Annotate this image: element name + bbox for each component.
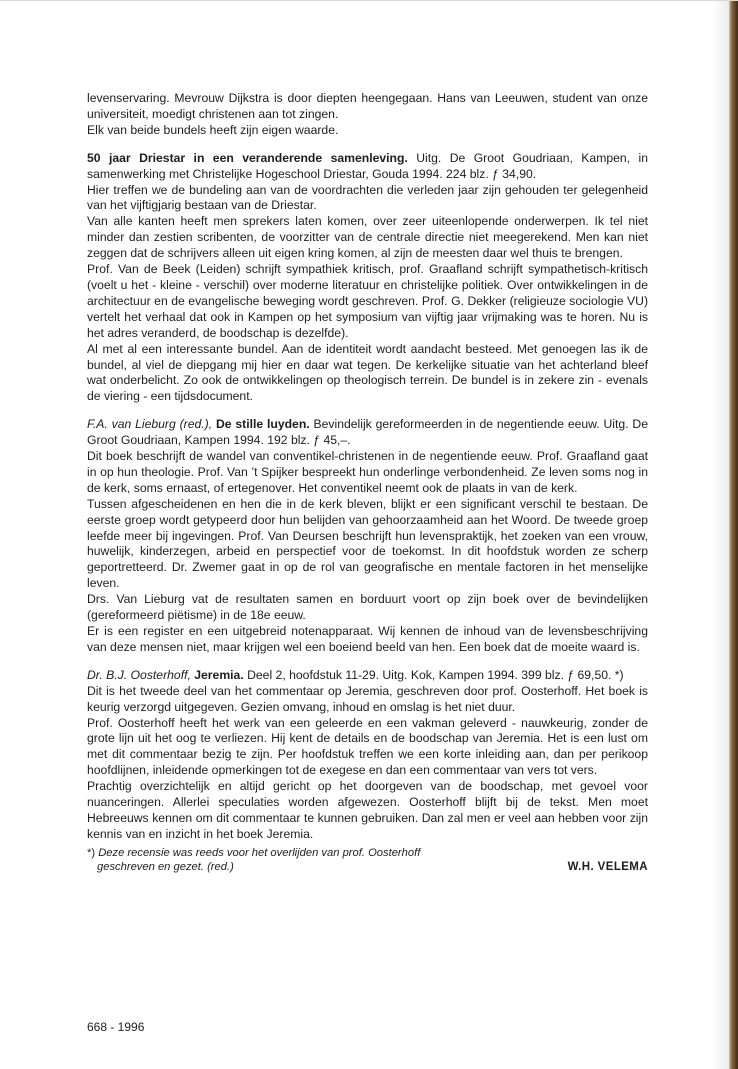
page-content <box>87 91 648 874</box>
section-gap <box>87 405 648 417</box>
review-heading <box>87 668 648 684</box>
footnote-line: Deze recensie was reeds voor het overlijden van prof. Oosterhoff <box>98 846 421 859</box>
review-paragraph: Prof. Van de Beek (Leiden) schrijft sympathiek kritisch, prof. Graafland schrijft sympathetisch-kritisch (voelt u het - kleine - verschil) over moderne literatuur en christelijke politiek. Over ontwikkelingen in de architectuur en de evangelische beweging wordt geschreven. Prof. G. Dekker (religieuze sociologie VU) vertelt het verhaal dat ook in Kampen op het symposium van vijftig jaar vrijmaking was te horen. Nu is het adres veranderd, de boodschap is dezelfde). <box>87 262 648 340</box>
section-gap <box>87 656 648 668</box>
review-paragraph: Hier treffen we de bundeling aan van de voordrachten die verleden jaar zijn gehouden ter gelegenheid van het vijftigjarig bestaan van de Driestar. <box>87 182 648 213</box>
footnote-line: geschreven en gezet. (red.) <box>97 860 234 873</box>
review-paragraph: Dit is het tweede deel van het commentaar op Jeremia, geschreven door prof. Oosterhoff. Het boek is keurig verzorgd uitgegeven. Gezien omvang, inhoud en omslag is het niet duur. <box>87 683 648 714</box>
review-paragraph: Er is een register en een uitgebreid notenapparaat. Wij kennen de inhoud van de levensbeschrijving van deze mensen niet, maar krijgen wel een boeiend beeld van hen. Een boek dat de moeite waard is. <box>87 624 648 654</box>
footnote-text <box>87 846 497 874</box>
book-spine <box>729 1 738 1069</box>
review-paragraph: Tussen afgescheidenen en hen die in de kerk bleven, blijkt er een significant verschil te bestaan. De eerste groep wordt getypeerd door hun belijden van gehoorzaamheid aan het Woord. De tweede groep leefde meer bij ingevingen. Prof. Van Deursen beschrijft hun levenspraktijk, het zoeken van een vrouw, huwelijk, kinderzegen, arbeid en perspectief voor de toekomst. In dit hoofdstuk worden ze scherp geportretteerd. Dr. Zwemer gaat in op de rol van geografische en mentale factoren in het menselijke leven. <box>87 496 648 591</box>
book-meta: Deel 2, hoofdstuk 11-29. Uitg. Kok, Kampen 1994. 399 blz. ƒ 69,50. *) <box>243 667 624 682</box>
book-title: 50 jaar Driestar in een veranderende samenleving. <box>87 150 408 165</box>
book-author: F.A. van Lieburg (red.), <box>87 417 213 432</box>
review-paragraph: Al met al een interessante bundel. Aan de identiteit wordt aandacht besteed. Met genoegen las ik de bundel, al viel de diepgang mij hier en daar wat tegen. De kerkelijke situatie van het achterland bleef wat onderbelicht. Zo ook de ontwikkelingen op theologisch terrein. De bundel is in zekere zin - evenals de viering - een tijdsdocument. <box>87 341 648 404</box>
footnote-mark: *) <box>87 846 99 859</box>
review-heading <box>87 417 648 449</box>
review-heading <box>87 151 648 183</box>
book-title: De stille luyden. <box>215 417 310 432</box>
book-meta: Uitg. De Groot Goudriaan, Kampen, in samenwerking met Christelijke Hogeschool Driestar, Gouda 1994. 224 blz. ƒ 34,90. <box>87 150 648 181</box>
reviewer-signature: W.H. VELEMA <box>567 860 648 873</box>
book-title: Jeremia. <box>194 667 244 682</box>
intro-paragraph: levenservaring. Mevrouw Dijkstra is door diepten heengegaan. Hans van Leeuwen, student van onze universiteit, moedigt christenen aan tot zingen. <box>87 91 648 121</box>
review-paragraph: Prof. Oosterhoff heeft het werk van een geleerde en een vakman geleverd - nauwkeurig, zonder de grote lijn uit het oog te verliezen. Hij kent de details en de boodschap van Jeremia. Het is een lust om met dit commentaar bezig te zijn. Per hoofdstuk treffen we een korte inleiding aan, dan per perikoop hoofdlijnen, inleidende opmerkingen tot de exegese en dan een commentaar van vers tot vers. <box>87 715 648 778</box>
review-paragraph: Drs. Van Lieburg vat de resultaten samen en borduurt voort op zijn boek over de bevindelijken (gereformeerd piëtisme) in de 18e eeuw. <box>87 592 648 623</box>
section-gap <box>87 139 648 151</box>
book-meta: Bevindelijk gereformeerden in de negentiende eeuw. Uitg. De Groot Goudriaan, Kampen 1994. 192 blz. ƒ 45,–. <box>87 417 648 448</box>
review-paragraph: Dit boek beschrijft de wandel van conventikel-christenen in de negentiende eeuw. Prof. Graafland gaat in op hun theologie. Prof. Van ’t Spijker bespreekt hun onderlinge verbondenheid. Ze leven soms nog in de kerk, soms ernaast, of ertegenover. Het conventikel neemt ook de plaats in van de kerk. <box>87 449 648 495</box>
binding-shadow <box>712 1 729 1069</box>
intro-paragraph: Elk van beide bundels heeft zijn eigen waarde. <box>87 122 339 137</box>
page-number: 668 - 1996 <box>87 1020 145 1034</box>
review-paragraph: Prachtig overzichtelijk en altijd gericht op het doorgeven van de boodschap, met gevoel voor nuanceringen. Allerlei speculaties worden afgewezen. Oosterhoff blijft bij de tekst. Men moet Hebreeuws kennen om dit commentaar te kunnen gebruiken. Dan zal men er veel aan hebben voor zijn kennis van en inzicht in het boek Jeremia. <box>87 779 648 841</box>
book-author: Dr. B.J. Oosterhoff, <box>87 667 191 682</box>
footnote <box>87 846 648 874</box>
review-paragraph: Van alle kanten heeft men sprekers laten komen, over zeer uiteenlopende onderwerpen. Ik tel niet minder dan zestien scribenten, de voorzitter van de centrale directie niet meegerekend. Men kan niet zeggen dat de schrijvers alleen uit eigen kring komen, al zijn de meesten daar wel thuis te brengen. <box>87 214 648 261</box>
